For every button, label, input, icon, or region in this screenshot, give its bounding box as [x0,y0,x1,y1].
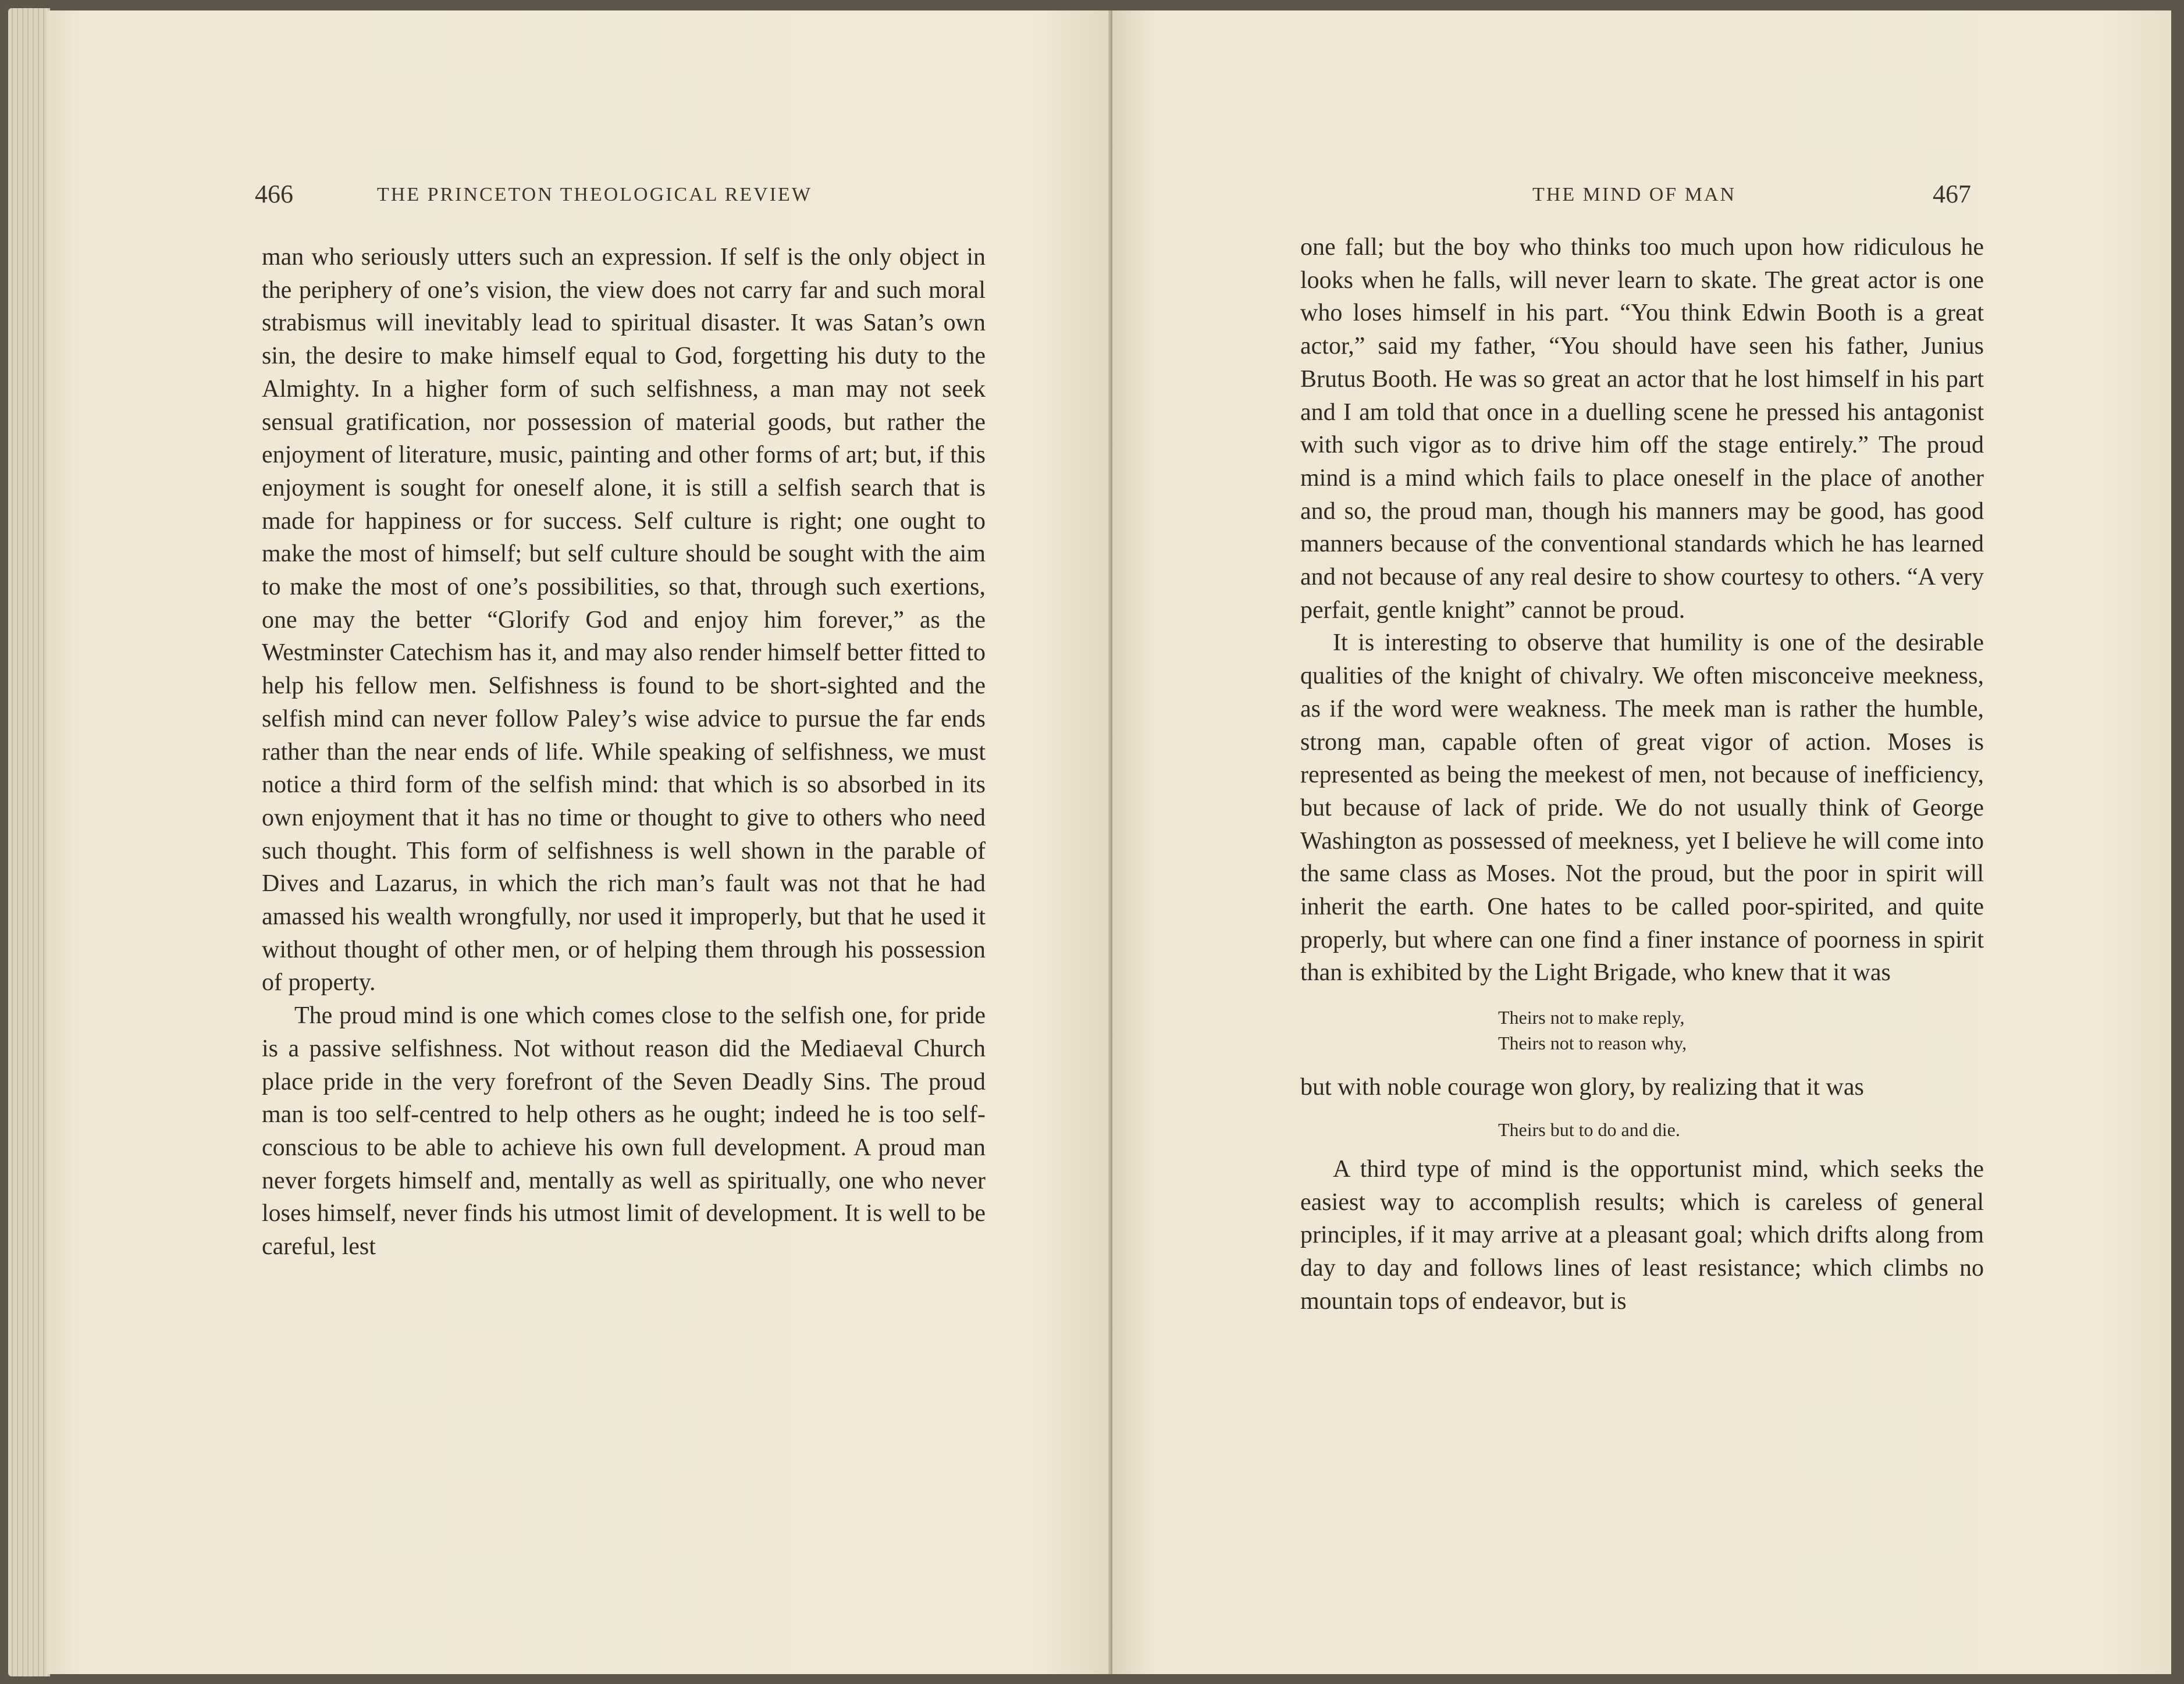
right-running-head: THE MIND OF MAN [1532,184,1737,205]
paragraph: It is interesting to observe that humility is one of the desirable qualities of the knight of chivalry. We often misconceive meekness, as if the word were weakness. The meek man is rather the humble, strong man, capable often of great vigor of action. Moses is represented as being the meekest of men, not because of inefficiency, but because of lack of pride. We do not usually think of George Washington as possessed of meekness, yet I believe he will come into the same class as Moses. Not the proud, but the poor in spirit will inherit the earth. One hates to be called poor-spirited, and quite properly, but where can one find a finer instance of poorness in spirit than is exhibited by the Light Brigade, who knew that it was [1300,629,1984,987]
paragraph: The proud mind is one which comes close to the selfish one, for pride is a passive selfishness. Not without reason did the Mediaeval Church place pride in the very forefront of the Seven Deadly Sins. The proud man is too self-centred to help others as he ought; indeed he is too self-conscious to be able to achieve his own full development. A proud man never forgets himself and, mentally as well as spiritually, one who never loses himself, never finds his utmost limit of development. It is well to be careful, lest [262,1002,986,1261]
left-page [47,10,1112,1674]
left-page-number: 466 [255,180,293,208]
page-edges [8,8,50,1676]
right-body-text [1300,231,1984,1318]
left-body-text [262,241,986,1263]
verse-line: Theirs not to make reply, [1498,1007,1685,1028]
paragraph: but with noble courage won glory, by realizing that it was [1300,1074,1864,1101]
verse-line: Theirs but to do and die. [1498,1119,1680,1140]
left-running-head: THE PRINCETON THEOLOGICAL REVIEW [377,184,812,205]
paragraph: A third type of mind is the opportunist mind, which seeks the easiest way to accomplish results; which is careless of general principles, if it may arrive at a pleasant goal; which drifts along from day to day and follows lines of least resistance; which climbs no mountain tops of endeavor, but is [1300,1155,1984,1315]
verse-line: Theirs not to reason why, [1498,1033,1687,1054]
right-page [1112,10,2171,1674]
right-page-number: 467 [1933,180,1971,208]
verse-quotation [1300,1005,1984,1056]
paragraph: one fall; but the boy who thinks too much upon how ridiculous he looks when he falls, will never learn to skate. The great actor is one who loses himself in his part. “You think Edwin Booth is a great actor,” said my father, “You should have seen his father, Junius Brutus Booth. He was so great an actor that he lost himself in his part and I am told that once in a duelling scene he pressed his antagonist with such vigor as to drive him off the stage entirely.” The proud mind is a mind which fails to place oneself in the place of another and so, the proud man, though his manners may be good, has good manners because of the conventional standards which he has learned and not because of any real desire to show courtesy to others. “A very perfait, gentle knight” cannot be proud. [1300,234,1984,624]
paragraph: man who seriously utters such an expression. If self is the only object in the periphery of one’s vision, the view does not carry far and such moral strabismus will inevitably lead to spiritual disaster. It was Satan’s own sin, the desire to make himself equal to God, forgetting his duty to the Almighty. In a higher form of such selfishness, a man may not seek sensual gratification, nor possession of material goods, but rather the enjoyment of literature, music, painting and other forms of art; but, if this enjoyment is sought for oneself alone, it is still a selfish search that is made for happiness or for success. Self culture is right; one ought to make the most of himself; but self culture should be sought with the aim to make the most of one’s possibilities, so that, through such exertions, one may the better “Glorify God and enjoy him forever,” as the Westminster Catechism has it, and may also render himself better fitted to help his fellow men. Selfishness is found to be short-sighted and the selfish mind can never follow Paley’s wise advice to pursue the far ends rather than the near ends of life. While speaking of selfishness, we must notice a third form of the selfish mind: that which is so absorbed in its own enjoyment that it has no time or thought to give to others who need such thought. This form of selfishness is well shown in the parable of Dives and Lazarus, in which the rich man’s fault was not that he had amassed his wealth wrongfully, nor used it improperly, but that he used it without thought of other men, or of helping them through his possession of property. [262,244,986,996]
verse-quotation [1300,1117,1984,1142]
